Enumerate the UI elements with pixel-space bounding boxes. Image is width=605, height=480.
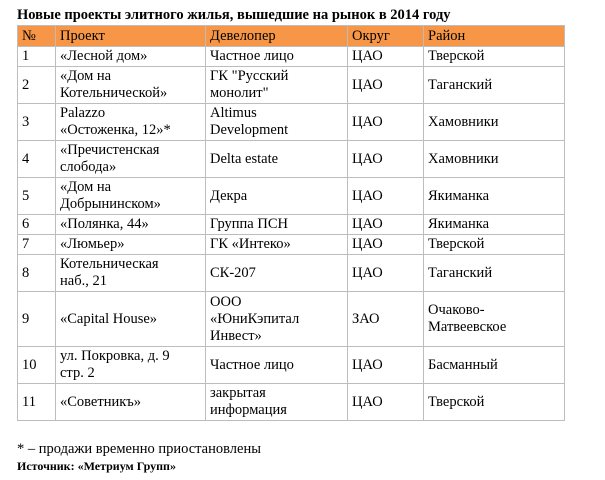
cell-developer: Декра [206,178,348,215]
column-header-project: Проект [56,26,206,47]
cell-okrug: ЦАО [348,347,424,384]
cell-rayon: Якиманка [424,178,565,215]
column-header-rayon: Район [424,26,565,47]
table-row [18,141,565,178]
table-row [18,292,565,347]
cell-developer: ООО «ЮниКэпитал Инвест» [206,292,348,347]
cell-okrug: ЗАО [348,292,424,347]
cell-okrug: ЦАО [348,384,424,421]
cell-project: «Люмьер» [56,235,206,255]
cell-okrug: ЦАО [348,215,424,235]
cell-rayon: Якиманка [424,215,565,235]
cell-rayon: Хамовники [424,104,565,141]
footnote: * – продажи временно приостановлены [17,441,261,457]
table-row [18,235,565,255]
cell-number: 4 [18,141,56,178]
source-credit: Источник: «Метриум Групп» [17,459,176,473]
cell-okrug: ЦАО [348,178,424,215]
cell-project: «Дом на Добрынинском» [56,178,206,215]
cell-rayon: Тверской [424,47,565,67]
column-header-developer: Девелопер [206,26,348,47]
cell-project: «Пречистенская слобода» [56,141,206,178]
table-row [18,67,565,104]
cell-number: 10 [18,347,56,384]
cell-developer: ГК "Русский монолит" [206,67,348,104]
cell-developer: Частное лицо [206,347,348,384]
table-row [18,384,565,421]
cell-project: «Capital House» [56,292,206,347]
cell-rayon: Очаково- Матвеевское [424,292,565,347]
page-title: Новые проекты элитного жилья, вышедшие на рынок в 2014 году [17,7,451,23]
cell-project: «Лесной дом» [56,47,206,67]
cell-rayon: Таганский [424,255,565,292]
table-row [18,255,565,292]
cell-rayon: Тверской [424,235,565,255]
cell-rayon: Таганский [424,67,565,104]
cell-number: 1 [18,47,56,67]
cell-developer: Altimus Development [206,104,348,141]
cell-developer: СК-207 [206,255,348,292]
cell-okrug: ЦАО [348,235,424,255]
cell-number: 5 [18,178,56,215]
cell-project: «Дом на Котельнической» [56,67,206,104]
cell-number: 3 [18,104,56,141]
cell-number: 6 [18,215,56,235]
cell-rayon: Басманный [424,347,565,384]
cell-project: «Советникъ» [56,384,206,421]
table-row [18,47,565,67]
cell-okrug: ЦАО [348,141,424,178]
cell-number: 9 [18,292,56,347]
cell-project: Palazzo «Остоженка, 12»* [56,104,206,141]
cell-project: ул. Покровка, д. 9 стр. 2 [56,347,206,384]
cell-number: 11 [18,384,56,421]
projects-table [17,25,565,421]
cell-developer: Delta estate [206,141,348,178]
cell-rayon: Хамовники [424,141,565,178]
cell-number: 2 [18,67,56,104]
cell-rayon: Тверской [424,384,565,421]
cell-okrug: ЦАО [348,47,424,67]
table-row [18,104,565,141]
cell-developer: Частное лицо [206,47,348,67]
column-header-number: № [18,26,56,47]
cell-project: «Полянка, 44» [56,215,206,235]
cell-number: 8 [18,255,56,292]
cell-okrug: ЦАО [348,255,424,292]
column-header-okrug: Округ [348,26,424,47]
cell-developer: закрытая информация [206,384,348,421]
table-row [18,215,565,235]
cell-project: Котельническая наб., 21 [56,255,206,292]
cell-developer: Группа ПСН [206,215,348,235]
cell-number: 7 [18,235,56,255]
cell-developer: ГК «Интеко» [206,235,348,255]
table-row [18,178,565,215]
table-row [18,347,565,384]
cell-okrug: ЦАО [348,67,424,104]
table-header-row [18,26,565,47]
cell-okrug: ЦАО [348,104,424,141]
